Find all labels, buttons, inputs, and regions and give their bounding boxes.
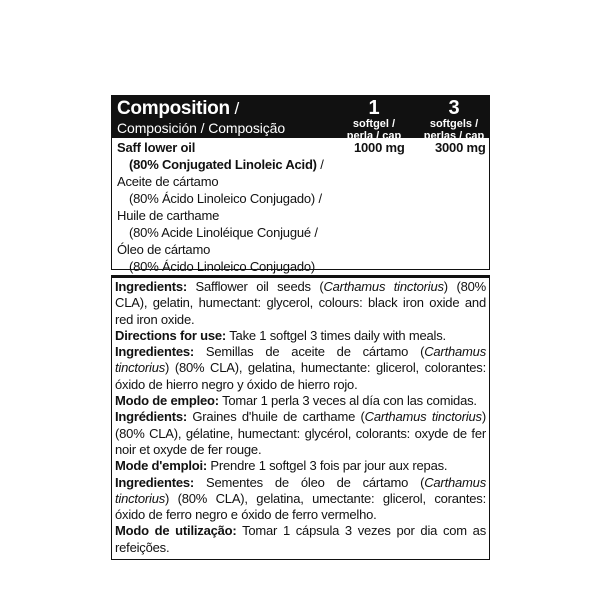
es-ingredients-latin: Carthamus tinctorius bbox=[115, 344, 486, 376]
value-per-softgel: 1000 mg bbox=[354, 140, 405, 155]
en-ingredients bbox=[115, 279, 486, 328]
ingredient-line5: Huile de carthame bbox=[117, 208, 220, 223]
composition-table bbox=[111, 95, 490, 274]
pt-directions bbox=[115, 523, 486, 556]
en-directions-label: Directions for use: bbox=[115, 327, 227, 343]
value-per-3-softgels: 3000 mg bbox=[435, 140, 486, 155]
es-ingredients-label: Ingredientes: bbox=[115, 344, 195, 360]
composition-title: Composition bbox=[117, 98, 230, 119]
column-1-unit-line2: perla / cap bbox=[346, 130, 402, 142]
pt-directions-label: Modo de utilização: bbox=[115, 523, 237, 539]
pt-ingredients-text-2: ) (80% CLA), gelatina, umectante: glicerol, corantes: óxido de ferro negro e óxido de ferro vermelho. bbox=[115, 490, 486, 523]
fr-ingredients bbox=[115, 409, 486, 458]
ingredient-line8: (80% Ácido Linoleico Conjugado) bbox=[129, 259, 316, 274]
ingredient-line3: Aceite de cártamo bbox=[117, 174, 219, 189]
en-directions bbox=[115, 328, 486, 344]
column-2-unit-line1: softgels / bbox=[429, 118, 479, 130]
es-ingredients bbox=[115, 344, 486, 393]
pt-ingredients bbox=[115, 475, 486, 524]
ingredient-name: Saff lower oil bbox=[117, 140, 196, 155]
fr-directions-label: Mode d'emploi: bbox=[115, 458, 208, 474]
composition-title-slash: / bbox=[229, 99, 240, 118]
column-2-header bbox=[417, 98, 491, 142]
ingredient-line7: Óleo de cártamo bbox=[117, 242, 211, 257]
product-label bbox=[111, 95, 490, 560]
en-ingredients-text-2: ) (80% CLA), gelatin, humectant: glycerol, colours: black iron oxide and red iron oxide. bbox=[115, 279, 486, 327]
composition-subtitle: Composición / Composição bbox=[117, 120, 286, 136]
fr-ingredients-label: Ingrédients: bbox=[115, 409, 187, 425]
es-directions-text: Tomar 1 perla 3 veces al día con las comidas. bbox=[218, 393, 477, 409]
composition-header bbox=[112, 96, 489, 142]
pt-ingredients-latin: Carthamus tinctorius bbox=[115, 474, 486, 506]
fr-directions-text: Prendre 1 softgel 3 fois par jour aux repas. bbox=[207, 458, 448, 474]
en-directions-text: Take 1 softgel 3 times daily with meals. bbox=[226, 327, 446, 343]
fr-ingredients-text: Graines d'huile de carthame ( bbox=[187, 409, 365, 425]
ingredient-line2-bold: (80% Conjugated Linoleic Acid) bbox=[129, 157, 317, 172]
column-2-unit-line2: perlas / cap bbox=[423, 130, 485, 142]
en-ingredients-latin: Carthamus tinctorius bbox=[323, 279, 444, 294]
column-1-header bbox=[344, 98, 404, 142]
ingredient-line6: (80% Acide Linoléique Conjugué / bbox=[129, 225, 318, 240]
es-directions-label: Modo de empleo: bbox=[115, 393, 219, 409]
fr-directions bbox=[115, 458, 486, 474]
ingredient-line2 bbox=[129, 156, 324, 173]
column-1-unit-line1: softgel / bbox=[352, 118, 396, 130]
column-2-number: 3 bbox=[448, 97, 460, 119]
es-ingredients-text-2: ) (80% CLA), gelatina, humectante: glicerol, colorantes: óxido de hierro negro y óxido de hierro rojo. bbox=[115, 360, 486, 392]
composition-title-block bbox=[117, 99, 285, 135]
fr-ingredients-latin: Carthamus tinctorius bbox=[364, 409, 482, 425]
ingredient-line2-rest: / bbox=[316, 157, 324, 172]
en-ingredients-label: Ingredients: bbox=[115, 279, 187, 294]
pt-directions-text: Tomar 1 cápsula 3 vezes por dia com as refeições. bbox=[115, 523, 486, 555]
fr-ingredients-text-2: ) (80% CLA), gélatine, humectant: glycérol, colorants: oxyde de fer noir et oxyde de fer rouge. bbox=[115, 409, 486, 457]
label-text-block bbox=[111, 275, 490, 560]
pt-ingredients-label: Ingredientes: bbox=[115, 474, 195, 490]
composition-row bbox=[112, 138, 489, 274]
pt-ingredients-text: Sementes de óleo de cártamo ( bbox=[194, 474, 425, 490]
en-ingredients-text: Safflower oil seeds ( bbox=[187, 279, 324, 294]
ingredient-line4: (80% Ácido Linoleico Conjugado) / bbox=[129, 191, 322, 206]
es-ingredients-text: Semillas de aceite de cártamo ( bbox=[194, 344, 425, 360]
column-1-number: 1 bbox=[368, 97, 380, 119]
es-directions bbox=[115, 393, 486, 409]
